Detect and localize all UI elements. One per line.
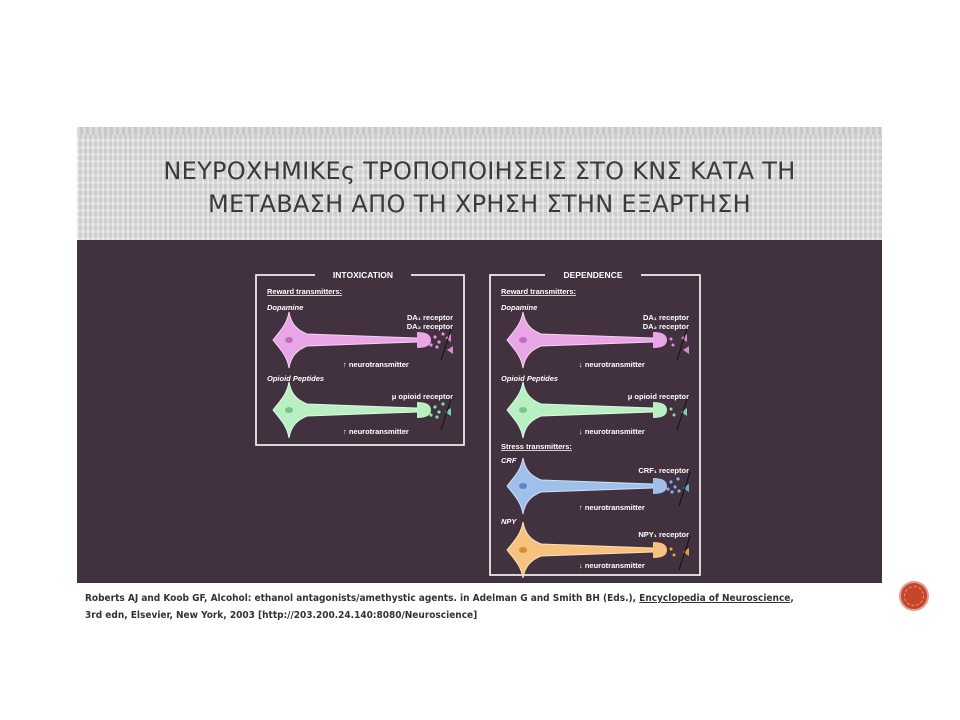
citation-link[interactable]: Encyclopedia of Neuroscience [639, 593, 791, 604]
intox-dopamine-receptor-1: DA₁ receptor [406, 313, 453, 322]
neurochemical-figure [255, 268, 705, 578]
title-band [77, 135, 882, 240]
citation-text-1: Roberts AJ and Koob GF, Alcohol: ethanol antagonists/amethystic agents. in Adelman G and Smith BH (Eds.), [85, 593, 640, 604]
intox-opioid-change: ↑ neurotransmitter [343, 427, 409, 436]
intox-opioid-name: Opioid Peptides [267, 374, 325, 383]
citation-text-2: , [790, 593, 794, 604]
dependence-stress-label: Stress transmitters: [501, 442, 572, 451]
dep-opioid-receptor: μ opioid receptor [627, 392, 689, 401]
dependence-reward-label: Reward transmitters: [501, 287, 577, 296]
dep-dopamine-name: Dopamine [501, 303, 538, 312]
dep-dopamine-change: ↓ neurotransmitter [579, 360, 645, 369]
dep-npy-name: NPY [501, 517, 517, 526]
dep-crf-receptor: CRF₁ receptor [638, 466, 689, 475]
slide-title [77, 155, 882, 221]
dep-npy-receptor: NPY₁ receptor [638, 530, 689, 539]
dep-crf-name: CRF [501, 456, 517, 465]
slide-title-line-1: ΝΕΥΡΟΧΗΜΙΚΕς ΤΡΟΠΟΠΟΙΗΣΕΙΣ ΣΤΟ ΚΝΣ ΚΑΤΑ ΤΗ [163, 157, 796, 185]
intox-dopamine-receptor-2: DA₂ receptor [406, 322, 453, 331]
citation-line-2: 3rd edn, Elsevier, New York, 2003 [http://203.200.24.140:8080/Neuroscience] [85, 610, 478, 621]
intox-opioid-receptor: μ opioid receptor [391, 392, 453, 401]
citation [85, 590, 885, 624]
dep-npy-change: ↓ neurotransmitter [579, 561, 645, 570]
intoxication-header: INTOXICATION [332, 270, 394, 280]
intox-dopamine-name: Dopamine [267, 303, 304, 312]
intoxication-panel [256, 268, 464, 445]
dep-opioid-change: ↓ neurotransmitter [579, 427, 645, 436]
dependence-panel [490, 268, 700, 578]
dep-opioid-name: Opioid Peptides [501, 374, 559, 383]
intoxication-reward-label: Reward transmitters: [267, 287, 343, 296]
slide-title-line-2: ΜΕΤΑΒΑΣΗ ΑΠΟ ΤΗ ΧΡΗΣΗ ΣΤΗΝ ΕΞΑΡΤΗΣΗ [208, 190, 751, 218]
slide-nav-button[interactable] [899, 581, 929, 611]
intox-dopamine-change: ↑ neurotransmitter [343, 360, 409, 369]
dep-dopamine-receptor-2: DA₂ receptor [642, 322, 689, 331]
dependence-header: DEPENDENCE [563, 270, 623, 280]
title-top-strip [77, 127, 882, 135]
dep-crf-change: ↑ neurotransmitter [579, 503, 645, 512]
dep-dopamine-receptor-1: DA₁ receptor [642, 313, 689, 322]
